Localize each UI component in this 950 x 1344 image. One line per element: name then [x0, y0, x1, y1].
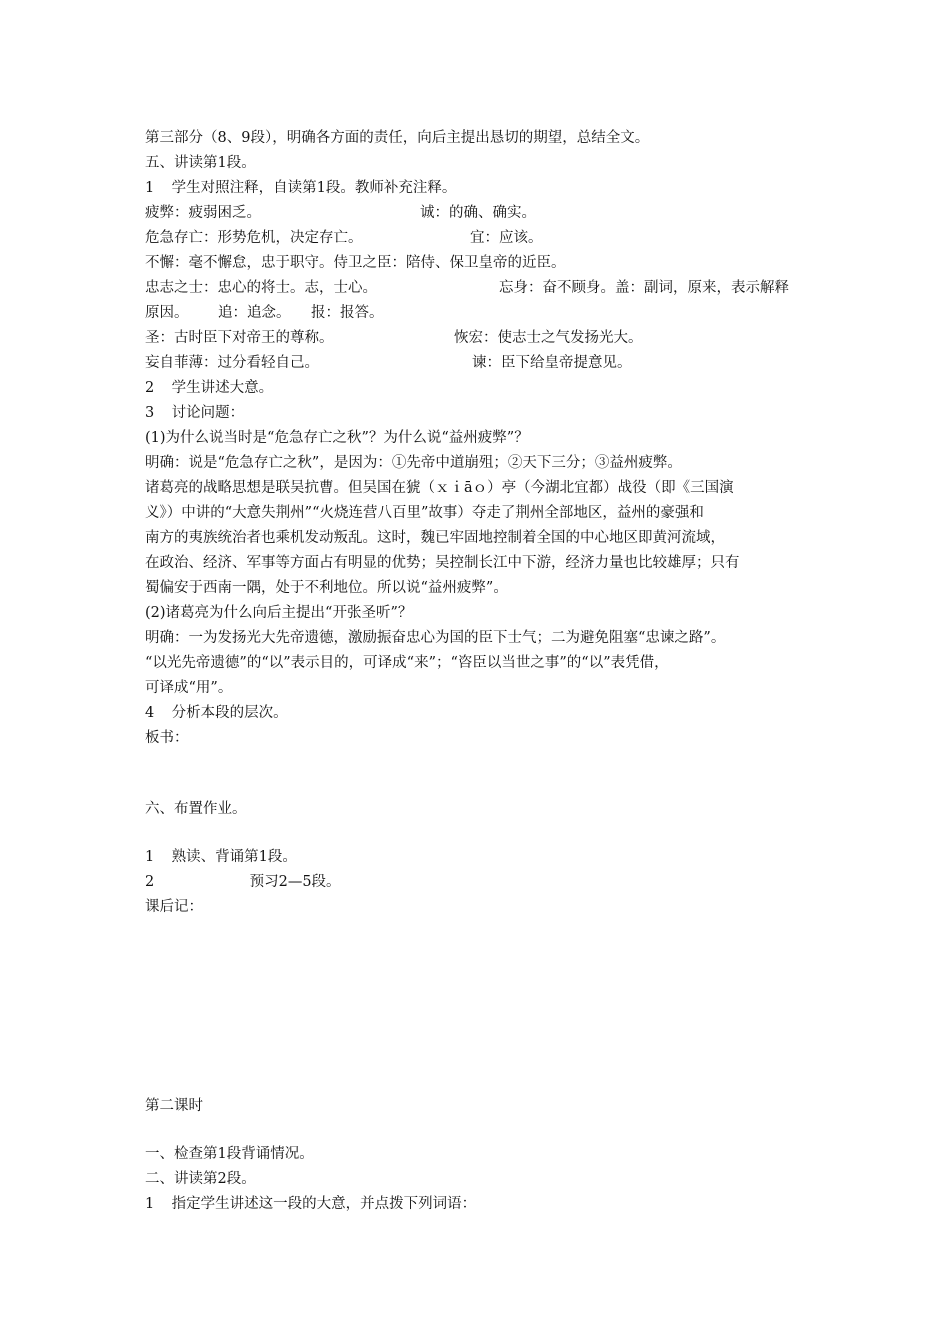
item-text: 学生对照注释，自读第1段。教师补充注释。 — [171, 180, 457, 196]
lesson2-section2: 二、讲读第2段。 — [145, 1171, 256, 1187]
section6-heading: 六、布置作业。 — [145, 801, 247, 817]
afterword-label: 课后记： — [145, 899, 203, 915]
answer-2-line: 明确：一为发扬光大先帝遗德，激励振奋忠心为国的臣下士气；二为避免阻塞“忠谏之路”。 — [145, 630, 726, 646]
answer-1-line: 在政治、经济、军事等方面占有明显的优势；吴控制长江中下游，经济力量也比较雄厚；只有 — [145, 555, 740, 571]
lesson2-section1: 一、检查第1段背诵情况。 — [145, 1146, 314, 1162]
answer-1-line: 诸葛亮的战略思想是联吴抗曹。但吴国在猇（ｘｉāｏ）亭（今湖北宜都）战役（即《三国演 — [145, 480, 734, 496]
note-line — [145, 278, 789, 298]
list-item — [145, 1194, 476, 1214]
question-1: (1)为什么说当时是“危急存亡之秋”？为什么说“益州疲弊”？ — [145, 430, 529, 446]
part3-summary: 第三部分（8、9段），明确各方面的责任，向后主提出恳切的期望，总结全文。 — [145, 130, 650, 146]
answer-1-line: 明确：说是“危急存亡之秋”，是因为：①先帝中道崩殂；②天下三分；③益州疲弊。 — [145, 455, 682, 471]
note-wangzi: 妄自菲薄：过分看轻自己。 — [145, 355, 319, 371]
item-number: 1 — [145, 1196, 155, 1212]
note-wangshen: 忘身：奋不顾身。盖：副词，原来，表示解释 — [499, 280, 789, 296]
note-huihong: 恢宏：使志士之气发扬光大。 — [454, 330, 643, 346]
list-item — [145, 847, 297, 867]
item-number: 1 — [145, 849, 155, 865]
note-yi: 宜：应该。 — [470, 230, 543, 246]
list-item — [145, 178, 456, 198]
lesson2-heading: 第二课时 — [145, 1098, 203, 1114]
note-cheng: 诚：的确、确实。 — [420, 205, 536, 221]
item-number: 2 — [145, 874, 155, 890]
list-item — [145, 403, 244, 423]
item-text: 分析本段的层次。 — [171, 705, 288, 721]
item-number: 4 — [145, 705, 155, 721]
item-text: 指定学生讲述这一段的大意，并点拨下列词语： — [171, 1196, 477, 1212]
note-line — [145, 328, 643, 348]
item-text: 讨论问题： — [171, 405, 245, 421]
board-label: 板书： — [145, 730, 189, 746]
note-zhongzhi: 忠志之士：忠心的将士。志，士心。 — [145, 280, 377, 296]
answer-1-line: 南方的夷族统治者也乘机发动叛乱。这时，魏已牢固地控制着全国的中心地区即黄河流域， — [145, 530, 725, 546]
note-sheng: 圣：古时臣下对帝王的尊称。 — [145, 330, 334, 346]
item-text: 学生讲述大意。 — [171, 380, 274, 396]
item-number: 2 — [145, 380, 155, 396]
section5-heading: 五、讲读第1段。 — [145, 155, 256, 171]
note-line — [145, 303, 384, 323]
item-number: 3 — [145, 405, 155, 421]
note-yuanyin: 原因。 — [145, 305, 189, 321]
note-bao: 报：报答。 — [311, 305, 384, 321]
note-zhui: 追：追念。 — [218, 305, 291, 321]
note-jian: 谏：臣下给皇帝提意见。 — [472, 355, 632, 371]
question-2: (2)诸葛亮为什么向后主提出“开张圣听”？ — [145, 605, 413, 621]
note-weiji: 危急存亡：形势危机，决定存亡。 — [145, 230, 363, 246]
answer-2-line: “以光先帝遗德”的“以”表示目的，可译成“来”；“咨臣以当世之事”的“以”表凭借， — [145, 655, 669, 671]
note-pibi: 疲弊：疲弱困乏。 — [145, 205, 261, 221]
answer-2-line: 可译成“用”。 — [145, 680, 233, 696]
list-item — [145, 378, 273, 398]
item-text: 熟读、背诵第1段。 — [171, 849, 297, 865]
note-line — [145, 203, 536, 223]
list-item — [145, 872, 341, 892]
list-item — [145, 703, 288, 723]
note-buxie: 不懈：毫不懈怠，忠于职守。侍卫之臣：陪侍、保卫皇帝的近臣。 — [145, 255, 566, 271]
note-line — [145, 228, 543, 248]
note-line — [145, 353, 632, 373]
answer-1-line: 蜀偏安于西南一隅，处于不利地位。所以说“益州疲弊”。 — [145, 580, 508, 596]
item-text: 预习2—5段。 — [249, 874, 341, 890]
answer-1-line: 义》）中讲的“大意失荆州”“火烧连营八百里”故事）夺走了荆州全部地区，益州的豪强和 — [145, 505, 704, 521]
item-number: 1 — [145, 180, 155, 196]
